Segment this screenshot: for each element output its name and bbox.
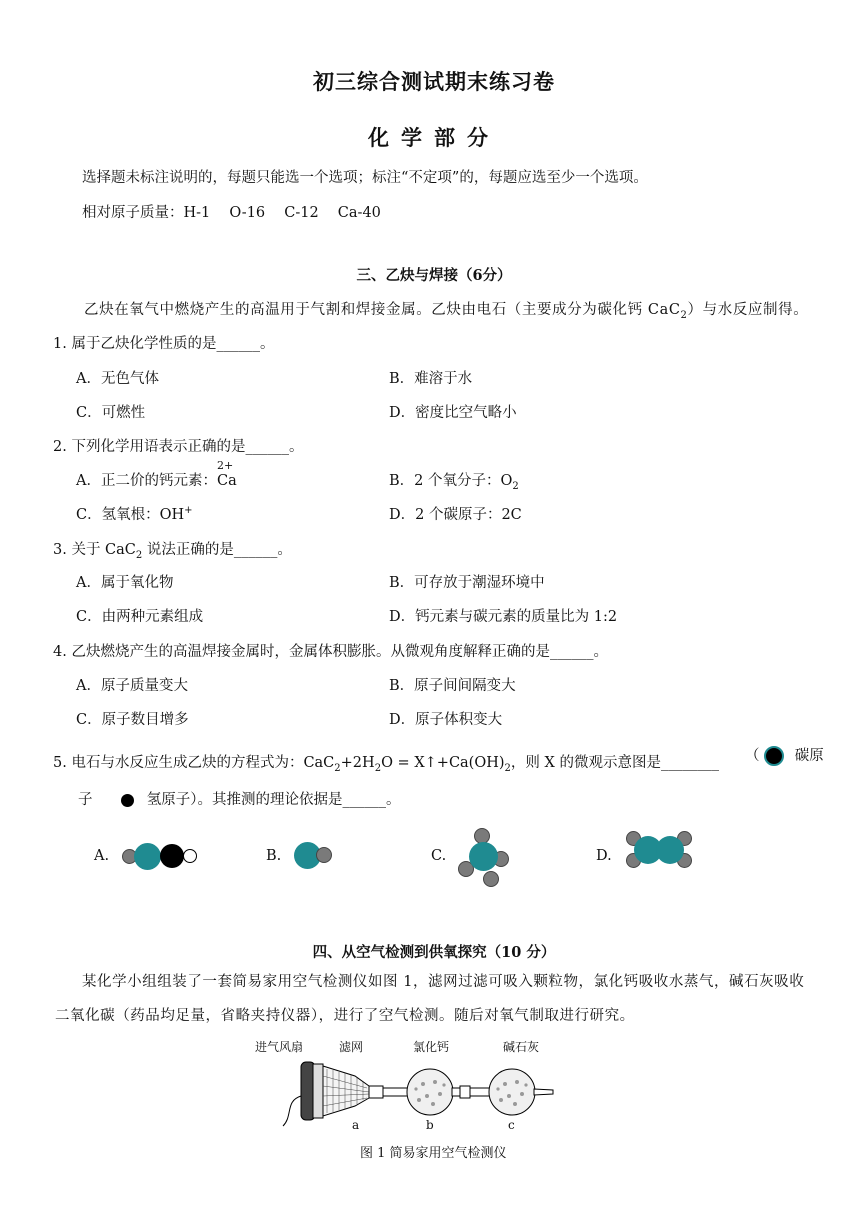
section-3-intro: 乙炔在氧气中燃烧产生的高温用于气割和焊接金属。乙炔由电石（主要成分为碳化钙 CaC$_2$）与水反应制得。 (84, 302, 809, 321)
section-4-heading: 四、从空气检测到供氧探究（10 分） (312, 944, 556, 961)
q5-line2: 子 氢原子）。其推测的理论依据是______。 (78, 792, 401, 808)
q2-option-c[interactable]: C．氢氧根：OH+ (76, 505, 193, 523)
q5-option-a[interactable]: A. (94, 848, 110, 864)
q4-option-c[interactable]: C．原子数目增多 (76, 712, 189, 728)
q3-option-d[interactable]: D．钙元素与碳元素的质量比为 1:2 (389, 609, 618, 625)
molecule-c-icon (456, 828, 512, 890)
molecule-a-icon (122, 840, 202, 872)
q1-option-b[interactable]: B．难溶于水 (389, 371, 473, 387)
section-4-intro-line2: 二氧化碳（药品均足量，省略夹持仪器），进行了空气检测。随后对氧气制取进行研究。 (55, 1008, 635, 1024)
atomic-mass-line: 相对原子质量：H-1 O-16 C-12 Ca-40 (82, 205, 381, 221)
exam-subtitle: 化学部分 (368, 125, 500, 150)
instructions: 选择题未标注说明的，每题只能选一个选项；标注“不定项”的，每题应选至少一个选项。 (82, 170, 648, 186)
q2-option-a[interactable]: A．正二价的钙元素： 2+ Ca (76, 459, 237, 489)
label-b: b (426, 1118, 434, 1132)
q2-stem: 2. 下列化学用语表示正确的是______。 (53, 439, 304, 455)
q3-option-c[interactable]: C．由两种元素组成 (76, 609, 204, 625)
molecule-b-icon (292, 840, 337, 872)
label-soda-lime: 碱石灰 (503, 1040, 540, 1054)
q2-option-d[interactable]: D．2 个碳原子：2C (389, 507, 522, 523)
label-calcium-chloride: 氯化钙 (413, 1040, 450, 1054)
q1-option-d[interactable]: D．密度比空气略小 (389, 405, 517, 421)
q4-stem: 4. 乙炔燃烧产生的高温焊接金属时，金属体积膨胀。从微观角度解释正确的是______。 (53, 644, 608, 660)
q5-option-b[interactable]: B. (266, 848, 282, 864)
label-a: a (352, 1118, 360, 1132)
q4-option-a[interactable]: A．原子质量变大 (76, 678, 188, 694)
section-4-intro-line1: 某化学小组组装了一套简易家用空气检测仪如图 1，滤网过滤可吸入颗粒物，氯化钙吸收水蒸气，碱石灰吸收 (82, 974, 805, 990)
label-c: c (508, 1118, 515, 1132)
label-filter: 滤网 (339, 1040, 364, 1054)
hydrogen-atom-icon (121, 794, 134, 807)
q1-option-c[interactable]: C．可燃性 (76, 405, 146, 421)
figure-1-apparatus (255, 1036, 565, 1136)
q5-option-d[interactable]: D. (596, 848, 612, 864)
q5-legend-carbon: （ 碳原 (745, 748, 824, 764)
label-fan: 进气风扇 (255, 1040, 304, 1054)
q3-stem: 3. 关于 CaC$_2$ 说法正确的是______。 (53, 542, 292, 561)
q2-option-b[interactable]: B．2 个氧分子：$O_2$ (389, 473, 519, 492)
q4-option-d[interactable]: D．原子体积变大 (389, 712, 503, 728)
q1-stem: 1. 属于乙炔化学性质的是______。 (53, 336, 275, 352)
section-3-heading: 三、乙炔与焊接（6分） (356, 267, 512, 284)
q3-option-a[interactable]: A．属于氧化物 (76, 575, 174, 591)
q3-option-b[interactable]: B．可存放于潮湿环境中 (389, 575, 545, 591)
q1-option-a[interactable]: A．无色气体 (76, 371, 159, 387)
exam-title: 初三综合测试期末练习卷 (313, 69, 555, 94)
figure-1-caption: 图 1 简易家用空气检测仪 (360, 1146, 507, 1161)
q5-option-c[interactable]: C. (431, 848, 447, 864)
carbon-atom-icon (764, 746, 784, 766)
molecule-d-icon (623, 829, 695, 871)
q4-option-b[interactable]: B．原子间间隔变大 (389, 678, 516, 694)
q5-stem: 5. 电石与水反应生成乙炔的方程式为：$CaC_2+2H_2O$ = $X↑+Ca(OH)_2$，则 X 的微观示意图是________ (53, 755, 719, 774)
